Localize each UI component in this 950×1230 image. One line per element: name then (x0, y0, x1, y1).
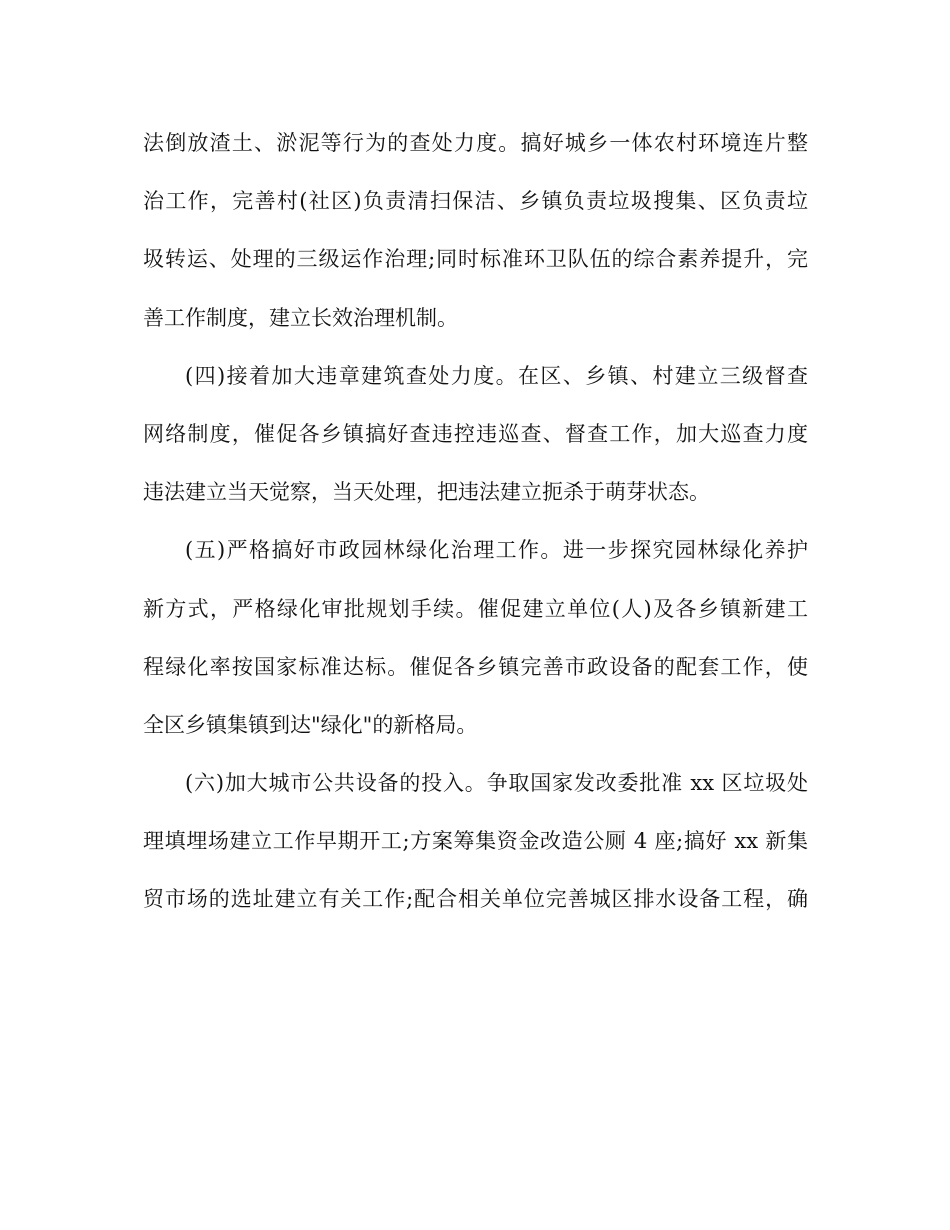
text-line: (四)接着加大违章建筑查处力度。在区、乡镇、村建立三级督查 (185, 363, 808, 388)
text-line: (六)加大城市公共设备的投入。争取国家发改委批准 xx 区垃圾处 (185, 771, 808, 796)
text-line: 贸市场的选址建立有关工作;配合相关单位完善城区排水设备工程，确 (143, 887, 808, 912)
text-line: 圾转运、处理的三级运作治理;同时标准环卫队伍的综合素养提升，完 (143, 247, 808, 272)
text-line: 新方式，严格绿化审批规划手续。催促建立单位(人)及各乡镇新建工 (143, 596, 808, 621)
text-line: 违法建立当天觉察，当天处理，把违法建立扼杀于萌芽状态。 (143, 480, 710, 505)
text-line: 治工作，完善村(社区)负责清扫保洁、乡镇负责垃圾搜集、区负责垃 (143, 189, 808, 214)
text-line: 法倒放渣土、淤泥等行为的查处力度。搞好城乡一体农村环境连片整 (143, 131, 808, 155)
document-body (143, 122, 808, 937)
text-line: 善工作制度，建立长效治理机制。 (143, 305, 458, 330)
text-line: 理填埋场建立工作早期开工;方案筹集资金改造公厕 4 座;搞好 xx 新集 (143, 829, 808, 854)
text-line: 全区乡镇集镇到达"绿化"的新格局。 (143, 712, 478, 737)
text-line: 网络制度，催促各乡镇搞好查违控违巡查、督查工作，加大巡查力度 (143, 421, 808, 446)
text-line: (五)严格搞好市政园林绿化治理工作。进一步探究园林绿化养护 (185, 538, 808, 563)
text-line: 程绿化率按国家标准达标。催促各乡镇完善市政设备的配套工作，使 (143, 654, 808, 679)
